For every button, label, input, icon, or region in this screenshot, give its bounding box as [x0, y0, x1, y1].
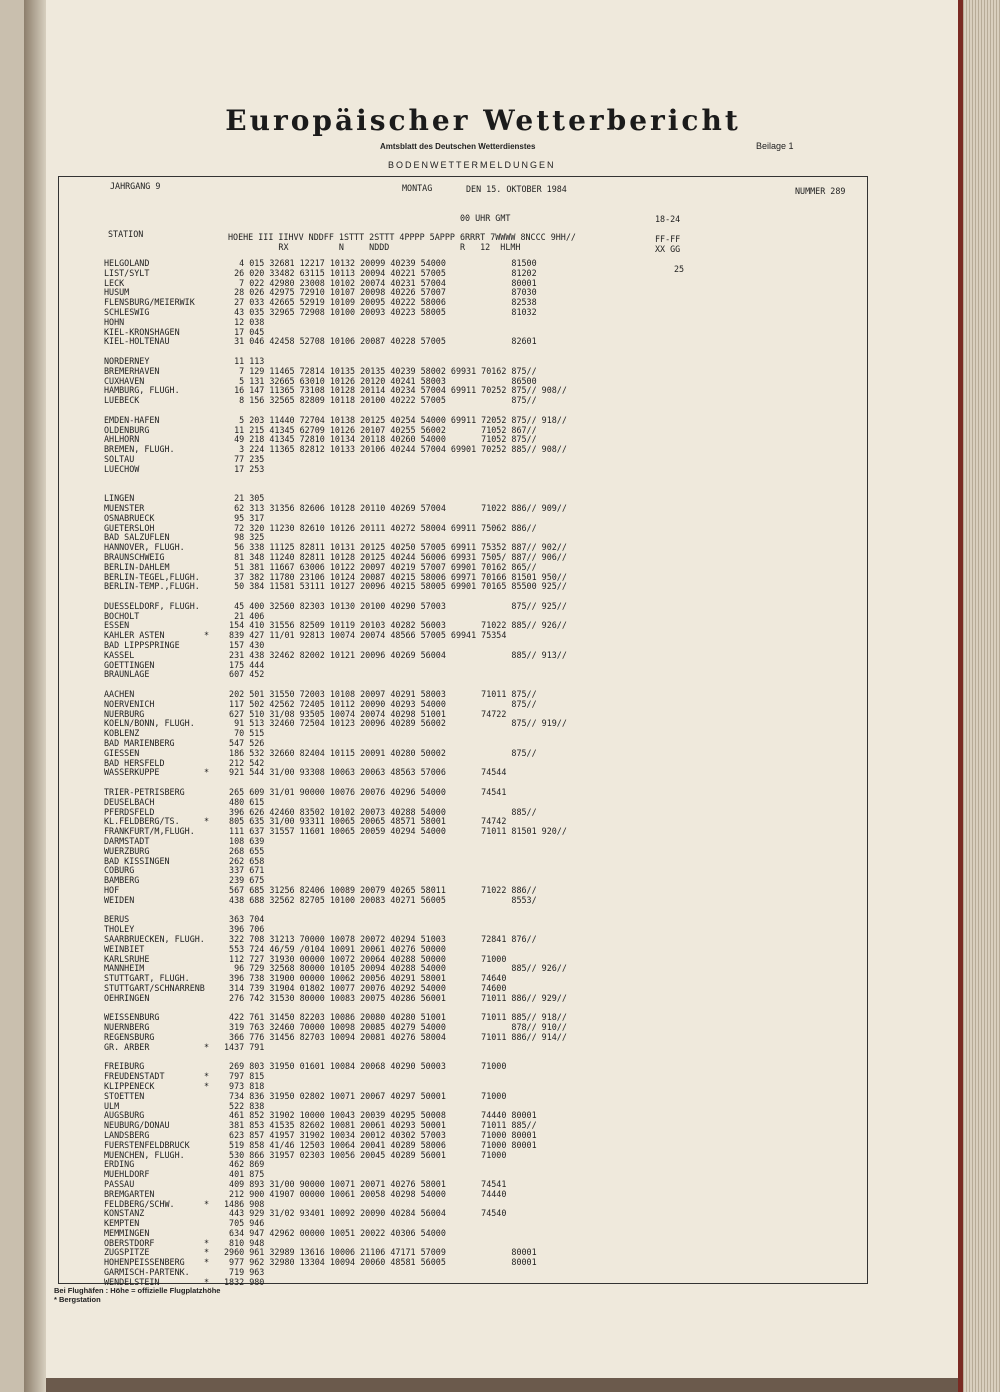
bergstation-marker: * [204, 1257, 210, 1268]
observation-data: 547 526 [224, 738, 265, 749]
station-name: BREMEN, FLUGH. [104, 444, 175, 455]
observation-data: 265 609 31/01 90000 10076 20076 40296 54000 74541 [224, 787, 507, 798]
station-name: LUEBECK [104, 395, 140, 406]
station-name: OSNABRUECK [104, 512, 155, 523]
station-name: OLDENBURG [104, 424, 150, 435]
observation-data: 154 410 31556 82509 10119 20103 40282 56003 71022 885// 926// [224, 620, 567, 631]
observation-data: 381 853 41535 82602 10081 20061 40293 50001 71011 885// [224, 1120, 537, 1131]
observation-data: 111 637 31557 11601 10065 20059 40294 54000 71011 81501 920// [224, 826, 567, 837]
observation-data: 96 729 32568 80000 10105 20094 40288 54000 885// 926// [224, 963, 567, 974]
observation-data: 705 946 [224, 1218, 265, 1229]
binding-edge [958, 0, 963, 1392]
table-row [104, 1072, 664, 1082]
station-name: PASSAU [104, 1178, 135, 1189]
observation-data: 522 838 [224, 1100, 265, 1111]
station-name: SCHLESWIG [104, 306, 150, 317]
station-name: AUGSBURG [104, 1110, 145, 1121]
station-name: SOLTAU [104, 453, 135, 464]
table-row [104, 651, 664, 661]
observation-data: 95 317 [224, 512, 265, 523]
station-name: TRIER-PETRISBERG [104, 787, 185, 798]
observation-data: 5 203 11440 72704 10138 20125 40254 54000 69911 72052 875// 918// [224, 414, 567, 425]
ff-value: 25 [674, 264, 685, 274]
station-name: STOETTEN [104, 1090, 145, 1101]
observation-data: 11 215 41345 62709 10126 20107 40255 56002 71052 867// [224, 424, 537, 435]
spine-shadow [24, 0, 46, 1392]
station-name: FREUDENSTADT [104, 1071, 165, 1082]
station-name: HAMBURG, FLUGH. [104, 385, 180, 396]
observation-data: 607 452 [224, 669, 265, 680]
jahrgang: JAHRGANG 9 [110, 181, 161, 191]
station-name: OEHRINGEN [104, 992, 150, 1003]
table-row [104, 1151, 664, 1161]
section-title: BODENWETTERMELDUNGEN [388, 160, 556, 170]
observation-data: 157 430 [224, 640, 265, 651]
observation-data: 212 900 41907 00000 10061 20058 40298 54000 74440 [224, 1188, 507, 1199]
station-table [104, 259, 664, 1288]
table-row [104, 1190, 664, 1200]
page-edges [958, 0, 1000, 1392]
observation-data: 108 639 [224, 836, 265, 847]
station-name: KOBLENZ [104, 728, 140, 739]
station-name: PFERDSFELD [104, 806, 155, 817]
observation-data: 70 515 [224, 728, 265, 739]
station-name: BERLIN-DAHLEM [104, 561, 170, 572]
bergstation-marker: * [204, 1247, 210, 1258]
station-name: GARMISCH-PARTENK. [104, 1267, 190, 1278]
table-row [104, 1033, 664, 1043]
observation-data: 37 382 11780 23106 10124 20087 40215 58006 69971 70166 81501 950// [224, 571, 567, 582]
observation-data: 322 708 31213 70000 10078 20072 40294 51003 72841 876// [224, 933, 537, 944]
observation-data: 212 542 [224, 757, 265, 768]
observation-data: 12 038 [224, 316, 265, 327]
table-row [104, 661, 664, 671]
observation-data: 269 803 31950 01601 10084 20068 40290 50003 71000 [224, 1061, 507, 1072]
station-name: BAD HERSFELD [104, 757, 165, 768]
station-name: GR. ARBER [104, 1041, 150, 1052]
page-title: Europäischer Wetterbericht [225, 104, 741, 137]
station-name: LANDSBERG [104, 1129, 150, 1140]
observation-data: 8 156 32565 82809 10118 20100 40222 57005 875// [224, 395, 537, 406]
station-name: HOHN [104, 316, 125, 327]
subtitle: Amtsblatt des Deutschen Wetterdienstes [380, 142, 536, 151]
station-name: AACHEN [104, 689, 135, 700]
table-row [104, 1229, 664, 1239]
observation-data: 98 325 [224, 532, 265, 543]
station-name: GIESSEN [104, 747, 140, 758]
table-row [104, 896, 664, 906]
station-name: MANNHEIM [104, 963, 145, 974]
table-row [104, 827, 664, 837]
observation-data: 797 815 [224, 1071, 265, 1082]
bergstation-marker: * [204, 630, 210, 641]
station-name: WEISSENBURG [104, 1012, 160, 1023]
observation-data: 810 948 [224, 1237, 265, 1248]
station-name: KAHLER ASTEN [104, 630, 165, 641]
observation-data: 72 320 11230 82610 10126 20111 40272 58004 69911 75062 886// [224, 522, 537, 533]
station-name: GOETTINGEN [104, 659, 155, 670]
station-name: STUTTGART, FLUGH. [104, 973, 190, 984]
bergstation-marker: * [204, 1276, 210, 1287]
observation-data: 91 513 32460 72504 10123 20096 40289 56002 875// 919// [224, 718, 567, 729]
observation-data: 56 338 11125 82811 10131 20125 40250 57005 69911 75352 887// 902// [224, 542, 567, 553]
observation-data: 396 626 42460 83502 10102 20073 40288 54000 885// [224, 806, 537, 817]
row-gap [104, 484, 664, 494]
observation-data: 28 026 42975 72910 10107 20098 40226 57007 87030 [224, 287, 537, 298]
station-name: KIEL-HOLTENAU [104, 336, 170, 347]
observation-data: 17 045 [224, 326, 265, 337]
table-row [104, 445, 664, 455]
bergstation-marker: * [204, 1041, 210, 1052]
bergstation-marker: * [204, 1198, 210, 1209]
observation-data: 81 348 11240 82811 10128 20125 40244 56006 69931 7505/ 887// 906// [224, 551, 567, 562]
bergstation-marker: * [204, 767, 210, 778]
station-name: MUENCHEN, FLUGH. [104, 1149, 185, 1160]
table-row [104, 602, 664, 612]
observation-data: 734 836 31950 02802 10071 20067 40297 50001 71000 [224, 1090, 507, 1101]
station-name: REGENSBURG [104, 1031, 155, 1042]
table-row [104, 866, 664, 876]
observation-data: 627 510 31/08 93505 10074 20074 40298 51001 74722 [224, 708, 507, 719]
table-row [104, 768, 664, 778]
station-name: NORDERNEY [104, 355, 150, 366]
station-name: THOLEY [104, 924, 135, 935]
station-name: LECK [104, 277, 125, 288]
table-row [104, 1062, 664, 1072]
table-row [104, 915, 664, 925]
date: DEN 15. OKTOBER 1984 [466, 184, 567, 194]
observation-data: 4 015 32681 12217 10132 20099 40239 54000 81500 [224, 258, 537, 268]
station-name: DARMSTADT [104, 836, 150, 847]
station-name: BAD MARIENBERG [104, 738, 175, 749]
observation-data: 363 704 [224, 914, 265, 925]
observation-time: 00 UHR GMT [460, 213, 511, 223]
observation-data: 319 763 32460 70000 10098 20085 40279 54000 878// 910// [224, 1022, 567, 1033]
station-name: BERLIN-TEGEL,FLUGH. [104, 571, 200, 582]
observation-data: 567 685 31256 82406 10089 20079 40265 58011 71022 886// [224, 885, 537, 895]
table-row [104, 318, 664, 328]
station-name: BAD SALZUFLEN [104, 532, 170, 543]
station-name: BAMBERG [104, 875, 140, 886]
column-header-station: STATION [108, 229, 144, 239]
station-name: KIEL-KRONSHAGEN [104, 326, 180, 337]
station-name: KLIPPENECK [104, 1080, 155, 1091]
observation-data: 409 893 31/00 90000 10071 20071 40276 58001 74541 [224, 1178, 507, 1189]
table-row [104, 749, 664, 759]
observation-data: 26 020 33482 63115 10113 20094 40221 57005 81202 [224, 267, 537, 278]
station-name: KONSTANZ [104, 1208, 145, 1219]
station-name: MUENSTER [104, 502, 145, 513]
station-name: ULM [104, 1100, 120, 1111]
station-name: BREMERHAVEN [104, 365, 160, 376]
table-row [104, 729, 664, 739]
bergstation-marker: * [204, 816, 210, 827]
station-name: SAARBRUECKEN, FLUGH. [104, 933, 205, 944]
station-name: WEINBIET [104, 943, 145, 954]
observation-data: 438 688 32562 82705 10100 20083 40271 56005 8553/ [224, 894, 537, 905]
observation-data: 262 658 [224, 855, 265, 866]
observation-data: 443 929 31/02 93401 10092 20090 40284 56004 74540 [224, 1208, 507, 1219]
table-row [104, 337, 664, 347]
station-name: FLENSBURG/MEIERWIK [104, 297, 195, 308]
observation-data: 1486 908 [224, 1198, 265, 1209]
observation-data: 396 738 31900 00000 10062 20056 40291 58001 74640 [224, 973, 507, 984]
observation-data: 519 858 41/46 12503 10064 20041 40289 58006 71000 80001 [224, 1139, 537, 1150]
station-name: COBURG [104, 865, 135, 876]
station-name: MEMMINGEN [104, 1227, 150, 1238]
weekday: MONTAG [402, 183, 433, 193]
observation-data: 839 427 11/01 92813 10074 20074 48566 57005 69941 75354 [224, 630, 507, 641]
observation-data: 805 635 31/00 93311 10065 20065 48571 58001 74742 [224, 816, 507, 827]
table-row [104, 719, 664, 729]
observation-data: 7 129 11465 72814 10135 20135 40239 58002 69931 70162 875// [224, 365, 537, 376]
observation-data: 27 033 42665 52919 10109 20095 40222 58006 82538 [224, 297, 537, 308]
station-name: LINGEN [104, 493, 135, 504]
adjacent-page-map [0, 40, 25, 1290]
table-row [104, 1092, 664, 1102]
observation-data: 51 381 11667 63006 10122 20097 40219 57007 69901 70162 865// [224, 561, 537, 572]
beilage-label: Beilage 1 [756, 141, 794, 151]
observation-data: 231 438 32462 82002 10121 20096 40269 56004 885// 913// [224, 649, 567, 660]
observation-data: 239 675 [224, 875, 265, 886]
station-name: LIST/SYLT [104, 267, 150, 278]
station-name: HOHENPEISSENBERG [104, 1257, 185, 1268]
observation-data: 268 655 [224, 845, 265, 856]
bergstation-marker: * [204, 1071, 210, 1082]
issue-number: NUMMER 289 [795, 186, 846, 196]
station-name: LUECHOW [104, 463, 140, 474]
observation-data: 977 962 32980 13304 10094 20060 48581 56005 80001 [224, 1257, 537, 1268]
station-name: CUXHAVEN [104, 375, 145, 386]
table-row [104, 308, 664, 318]
table-row [104, 837, 664, 847]
bergstation-marker: * [204, 1237, 210, 1248]
observation-data: 21 406 [224, 610, 265, 621]
station-name: ZUGSPITZE [104, 1247, 150, 1258]
observation-data: 2960 961 32989 13616 10006 21106 47171 57009 80001 [224, 1247, 537, 1258]
observation-data: 202 501 31550 72003 10108 20097 40291 58003 71011 875// [224, 689, 537, 700]
table-row [104, 670, 664, 680]
station-name: FREIBURG [104, 1061, 145, 1072]
observation-data: 921 544 31/00 93308 10063 20063 48563 57006 74544 [224, 767, 507, 778]
footnote-flughafen: Bei Flughäfen : Höhe = offizielle Flugplatzhöhe [54, 1286, 221, 1295]
table-row [104, 1043, 664, 1053]
observation-data: 5 131 32665 63010 10126 20120 40241 58003 86500 [224, 375, 537, 386]
station-name: NEUBURG/DONAU [104, 1120, 170, 1131]
station-name: HELGOLAND [104, 258, 150, 268]
observation-data: 530 866 31957 02303 10056 20045 40289 56001 71000 [224, 1149, 507, 1160]
station-name: BERLIN-TEMP.,FLUGH. [104, 581, 200, 592]
station-name: KASSEL [104, 649, 135, 660]
time-range: 18-24 [655, 214, 681, 224]
column-header-line2: RX N NDDD R 12 HLMH [228, 242, 521, 252]
table-row [104, 1268, 664, 1278]
station-name: BREMGARTEN [104, 1188, 155, 1199]
footnote-bergstation: * Bergstation [54, 1295, 101, 1304]
observation-data: 50 384 11581 53111 10127 20096 40215 58005 69901 70165 85500 925// [224, 581, 567, 592]
observation-data: 17 253 [224, 463, 265, 474]
observation-data: 553 724 46/59 /0104 10091 20061 40276 50000 [224, 943, 446, 954]
observation-data: 366 776 31456 82703 10094 20081 40276 58004 71011 886// 914// [224, 1031, 567, 1042]
observation-data: 16 147 11365 73108 10128 20114 40234 57004 69911 70252 875// 908// [224, 385, 567, 396]
observation-data: 31 046 42458 52708 10106 20087 40228 57005 82601 [224, 336, 537, 347]
station-name: HANNOVER, FLUGH. [104, 542, 185, 553]
station-name: BOCHOLT [104, 610, 140, 621]
observation-data: 11 113 [224, 355, 265, 366]
station-name: WUERZBURG [104, 845, 150, 856]
station-name: MUEHLDORF [104, 1169, 150, 1180]
station-name: STUTTGART/SCHNARRENB [104, 982, 205, 993]
station-name: NUERBURG [104, 708, 145, 719]
station-name: NOERVENICH [104, 698, 155, 709]
observation-data: 21 305 [224, 493, 265, 504]
observation-data: 480 615 [224, 796, 265, 807]
station-name: KEMPTEN [104, 1218, 140, 1229]
station-name: BAD LIPPSPRINGE [104, 640, 180, 651]
observation-data: 461 852 31902 10000 10043 20039 40295 50008 74440 80001 [224, 1110, 537, 1121]
table-row [104, 582, 664, 592]
observation-data: 117 502 42562 72405 10112 20090 40293 54000 875// [224, 698, 537, 709]
row-gap [104, 475, 664, 485]
observation-data: 175 444 [224, 659, 265, 670]
observation-data: 62 313 31356 82606 10128 20110 40269 57004 71022 886// 909// [224, 502, 567, 513]
station-name: BRAUNLAGE [104, 669, 150, 680]
station-name: FRANKFURT/M,FLUGH. [104, 826, 195, 837]
column-header-ff: FF-FF [655, 234, 681, 244]
row-gap [104, 347, 664, 357]
observation-data: 422 761 31450 82203 10086 20080 40280 51001 71011 885// 918// [224, 1012, 567, 1023]
table-row [104, 788, 664, 798]
station-name: KOELN/BONN, FLUGH. [104, 718, 195, 729]
observation-data: 462 869 [224, 1159, 265, 1170]
station-name: OBERSTDORF [104, 1237, 155, 1248]
station-name: ERDING [104, 1159, 135, 1170]
observation-data: 973 818 [224, 1080, 265, 1091]
table-row [104, 504, 664, 514]
observation-data: 112 727 31930 00000 10072 20064 40288 50000 71000 [224, 953, 507, 964]
station-name: HOF [104, 885, 120, 895]
observation-data: 43 035 32965 72908 10100 20093 40223 58005 81032 [224, 306, 537, 317]
observation-data: 634 947 42962 00000 10051 20022 40306 54000 [224, 1227, 446, 1238]
station-name: WENDELSTEIN [104, 1276, 160, 1287]
station-name: BAD KISSINGEN [104, 855, 170, 866]
row-gap [104, 906, 664, 916]
table-row [104, 1160, 664, 1170]
observation-data: 276 742 31530 80000 10083 20075 40286 56001 71011 886// 929// [224, 992, 567, 1003]
observation-data: 7 022 42980 23008 10102 20074 40231 57004 80001 [224, 277, 537, 288]
observation-data: 1437 791 [224, 1041, 265, 1052]
table-row [104, 847, 664, 857]
observation-data: 186 532 32660 82404 10115 20091 40280 50002 875// [224, 747, 537, 758]
station-name: BRAUNSCHWEIG [104, 551, 165, 562]
table-row [104, 465, 664, 475]
observation-data: 45 400 32560 82303 10130 20100 40290 57003 875// 925// [224, 600, 567, 611]
station-name: GUETERSLOH [104, 522, 155, 533]
observation-data: 719 963 [224, 1267, 265, 1278]
station-name: HUSUM [104, 287, 130, 298]
station-name: KL.FELDBERG/TS. [104, 816, 180, 827]
station-name: EMDEN-HAFEN [104, 414, 160, 425]
observation-data: 314 739 31904 01802 10077 20076 40292 54000 74600 [224, 982, 507, 993]
table-row [104, 994, 664, 1004]
observation-data: 49 218 41345 72810 10134 20118 40260 54000 71052 875// [224, 434, 537, 445]
table-row [104, 1209, 664, 1219]
table-row [104, 857, 664, 867]
table-row [104, 524, 664, 534]
station-name: BERUS [104, 914, 130, 925]
observation-data: 1832 980 [224, 1276, 265, 1287]
station-name: WEIDEN [104, 894, 135, 905]
table-row [104, 455, 664, 465]
observation-data: 3 224 11365 82812 10133 20106 40244 57004 69901 70252 885// 908// [224, 444, 567, 455]
station-name: NUERNBERG [104, 1022, 150, 1033]
bergstation-marker: * [204, 1080, 210, 1091]
station-name: DEUSELBACH [104, 796, 155, 807]
column-header-line1: HOEHE III IIHVV NDDFF 1STTT 2STTT 4PPPP 5APPP 6RRRT 7WWWW 8NCCC 9HH// [228, 232, 576, 242]
observation-data: 396 706 [224, 924, 265, 935]
station-name: FUERSTENFELDBRUCK [104, 1139, 190, 1150]
station-name: KARLSRUHE [104, 953, 150, 964]
observation-data: 337 671 [224, 865, 265, 876]
station-name: AHLHORN [104, 434, 140, 445]
table-row [104, 631, 664, 641]
observation-data: 401 875 [224, 1169, 265, 1180]
observation-data: 77 235 [224, 453, 265, 464]
observation-data: 623 857 41957 31902 10034 20012 40302 57003 71000 80001 [224, 1129, 537, 1140]
column-header-xxgg: XX GG [655, 244, 681, 254]
table-row [104, 396, 664, 406]
station-name: ESSEN [104, 620, 130, 631]
station-name: WASSERKUPPE [104, 767, 160, 778]
station-name: DUESSELDORF, FLUGH. [104, 600, 200, 611]
station-name: FELDBERG/SCHW. [104, 1198, 175, 1209]
